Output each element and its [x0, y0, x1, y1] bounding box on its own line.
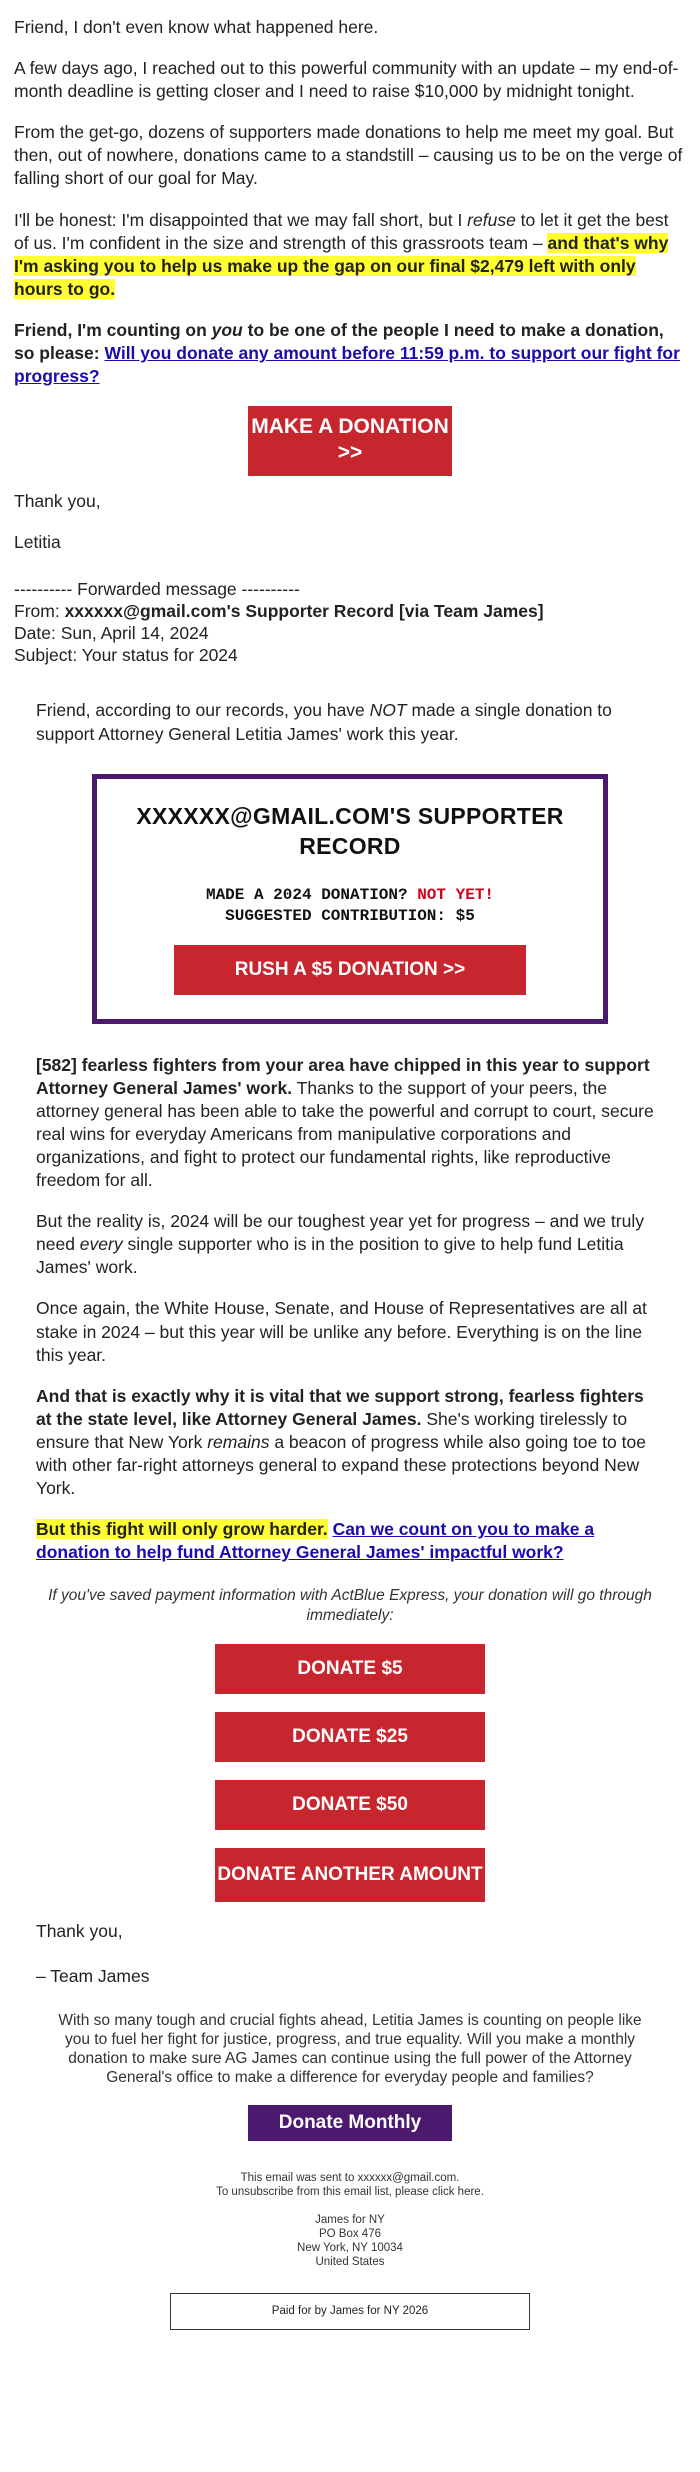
- supporter-record-title: XXXXXX@GMAIL.COM'S SUPPORTER RECORD: [136, 802, 564, 859]
- text-run: .: [456, 2171, 460, 2184]
- sent-to-line: [0, 2171, 700, 2185]
- donation-status-line: [129, 885, 571, 906]
- forwarded-subject: Subject: Your status for 2024: [14, 645, 238, 666]
- emphasis-refuse: refuse: [467, 209, 516, 230]
- text-run: single supporter who is in the position to give to help fund Letitia James' work.: [36, 1234, 624, 1278]
- donate-50-button[interactable]: DONATE $50: [215, 1780, 485, 1830]
- forwarded-body: [0, 699, 700, 1988]
- actblue-note: If you've saved payment information with ActBlue Express, your donation will go through immediately:: [48, 1587, 652, 1625]
- intro-paragraph-1: Friend, I don't even know what happened here.: [14, 17, 379, 37]
- footer-legal: [0, 2171, 700, 2330]
- text-run: But the reality is, 2024 will be our toughest year yet for progress – and we truly need: [36, 1211, 644, 1255]
- make-donation-button[interactable]: MAKE A DONATION >>: [248, 406, 452, 476]
- address-line-1: James for NY: [315, 2213, 385, 2226]
- donation-status-label: MADE A 2024 DONATION?: [205, 885, 418, 904]
- record-greeting: [36, 699, 664, 745]
- emphasis-remains: remains: [207, 1431, 270, 1452]
- from-value: xxxxxx@gmail.com's Supporter Record [via Team James]: [64, 601, 544, 622]
- highlighted-harder: But this fight will only grow harder.: [36, 1519, 328, 1540]
- text-run: to let it get the best of us. I'm confident in the size and strength of this grassroots team –: [14, 209, 669, 253]
- fighters-count-bold: [582] fearless fighters from your area have chipped in this year to support Attorney General James' work.: [36, 1054, 650, 1098]
- body-paragraph-3: Once again, the White House, Senate, and House of Representatives are all at stake in 2024 – but this year will be unlike any before. Everything is on the line this year.: [36, 1298, 647, 1365]
- address-line-4: United States: [315, 2255, 385, 2268]
- text-run: Friend, according to our records, you have: [36, 700, 370, 721]
- body-paragraph-4: [36, 1385, 664, 1500]
- text-run: She's working tirelessly to ensure that New York: [36, 1408, 628, 1452]
- donate-monthly-button[interactable]: Donate Monthly: [248, 2105, 452, 2141]
- emphasis-not: NOT: [369, 700, 407, 721]
- recipient-email: xxxxxx@gmail.com: [357, 2171, 457, 2184]
- body-paragraph-5: [36, 1518, 664, 1564]
- address-line-2: PO Box 476: [318, 2227, 381, 2240]
- intro-paragraph-2: A few days ago, I reached out to this powerful community with an update – my end-of-month deadline is getting closer and I need to raise $10,000 by midnight tonight.: [14, 58, 679, 102]
- address-line-3: New York, NY 10034: [297, 2241, 403, 2254]
- intro-paragraph-4: [14, 209, 686, 301]
- suggested-contribution-line: SUGGESTED CONTRIBUTION: $5: [225, 906, 475, 925]
- text-run: a beacon of progress while also going toe to toe with other far-right attorneys general to expand these protections beyond New York.: [36, 1431, 646, 1499]
- rush-5-donation-button[interactable]: RUSH A $5 DONATION >>: [174, 945, 526, 995]
- forwarded-date: Date: Sun, April 14, 2024: [14, 623, 209, 644]
- intro-thanks: Thank you,: [14, 491, 101, 512]
- text-run: Friend, I'm counting on: [14, 319, 212, 340]
- forwarded-header: [14, 578, 686, 666]
- text-run: to be one of the people I need to make a donation, so please:: [14, 319, 664, 364]
- paid-for-box: Paid for by James for NY 2026: [170, 2293, 530, 2330]
- intro-paragraph-5: [14, 319, 686, 388]
- support-fighters-bold: And that is exactly why it is vital that we support strong, fearless fighters at the state level, like Attorney General James.: [36, 1385, 644, 1429]
- unsubscribe-link[interactable]: To unsubscribe from this email list, please click here.: [216, 2185, 484, 2198]
- donate-25-button[interactable]: DONATE $25: [215, 1712, 485, 1762]
- text-run: I'll be honest: I'm disappointed that we may fall short, but I: [14, 209, 468, 230]
- text-run: made a single donation to support Attorney General Letitia James' work this year.: [36, 700, 612, 744]
- count-on-you-link[interactable]: Can we count on you to make a donation to help fund Attorney General James' impactful work?: [36, 1519, 595, 1563]
- body-signoff: – Team James: [36, 1966, 150, 1987]
- forwarded-from: [14, 600, 686, 622]
- donate-before-deadline-link[interactable]: Will you donate any amount before 11:59 p.m. to support our fight for progress?: [14, 343, 680, 387]
- body-paragraph-1: [36, 1054, 664, 1193]
- text-run: This email was sent to: [240, 2171, 358, 2184]
- emphasis-you: you: [211, 319, 243, 340]
- donate-5-button[interactable]: DONATE $5: [215, 1644, 485, 1694]
- emphasis-every: every: [79, 1234, 123, 1255]
- from-label: From:: [14, 601, 65, 622]
- text-run: Thanks to the support of your peers, the attorney general has been able to take the powerful and corrupt to court, secure real wins for everyday Americans from manipulative corporations and organizations, and fight to protect our fundamental rights, like reproductive freedom for all.: [36, 1077, 654, 1191]
- body-paragraph-2: [36, 1210, 664, 1279]
- intro-paragraph-3: From the get-go, dozens of supporters made donations to help me meet my goal. But then, out of nowhere, donations came to a standstill – causing us to be on the verge of falling short of our goal for May.: [14, 122, 683, 189]
- intro-section: [0, 0, 700, 666]
- body-thanks: Thank you,: [36, 1921, 123, 1942]
- forwarded-separator: ---------- Forwarded message ----------: [14, 579, 300, 600]
- highlighted-ask: and that's why I'm asking you to help us make up the gap on our final $2,479 left with only hours to go.: [14, 232, 669, 299]
- supporter-record-box: [92, 774, 608, 1024]
- intro-signature: Letitia: [14, 532, 61, 553]
- donation-status-value: NOT YET!: [417, 885, 495, 904]
- monthly-appeal: With so many tough and crucial fights ahead, Letitia James is counting on people like you to fuel her fight for justice, progress, and true equality. Will you make a monthly donation to make sure AG James can continue using the full power of the Attorney General's office to make a difference for everyday people and families?: [58, 2011, 642, 2086]
- donate-another-amount-button[interactable]: DONATE ANOTHER AMOUNT: [215, 1848, 485, 1902]
